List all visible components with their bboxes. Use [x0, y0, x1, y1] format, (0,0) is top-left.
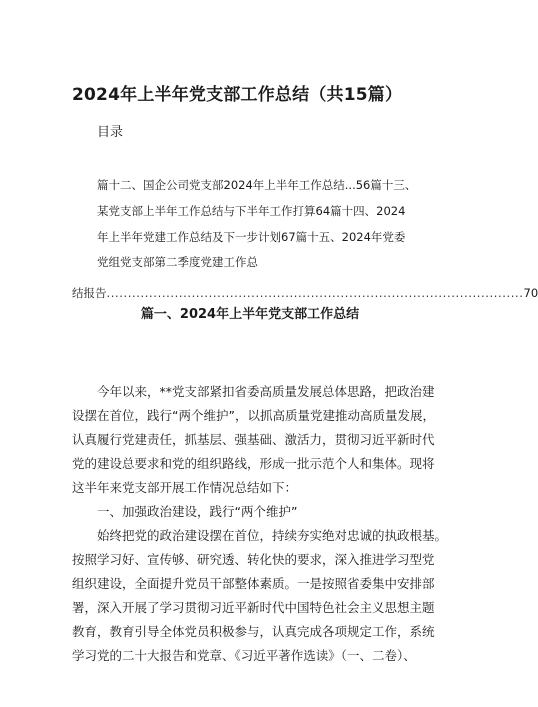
section-heading: 篇一、2024年上半年党支部工作总结 [140, 307, 360, 322]
body-line: 教育，教育引导全体党员积极参与，认真完成各项规定工作，系统 [72, 624, 435, 639]
subsection-heading: 一、加强政治建设，践行“两个维护” [97, 504, 298, 519]
toc-entry-last [72, 285, 538, 301]
toc-page-number: 70 [523, 286, 538, 300]
body-line: 今年以来，**党支部紧扣省委高质量发展总体思路，把政治建 [97, 384, 435, 399]
body-line: 设摆在首位，践行“两个维护”，以抓高质量党建推动高质量发展， [72, 408, 435, 423]
body-line: 学习党的二十大报告和党章、《习近平著作选读》（一、二卷）、 [72, 648, 416, 663]
toc-line: 党组党支部第二季度党建工作总 [97, 255, 258, 269]
toc-heading: 目录 [97, 125, 124, 140]
toc-entry-text: 结报告 [72, 286, 107, 300]
body-line: 始终把党的政治建设摆在首位，持续夯实绝对忠诚的执政根基。 [97, 528, 448, 543]
body-line: 这半年来党支部开展工作情况总结如下： [72, 480, 298, 495]
toc-leader-dots: .................................................................................................. [106, 286, 524, 300]
toc-line: 某党支部上半年工作总结与下半年工作打算64篇十四、2024 [97, 204, 406, 218]
body-line: 组织建设，全面提升党员干部整体素质。一是按照省委集中安排部 [72, 576, 435, 591]
toc-line: 年上半年党建工作总结及下一步计划67篇十五、2024年党委 [97, 230, 406, 244]
document-title: 2024年上半年党支部工作总结（共15篇） [72, 85, 403, 105]
body-line: 认真履行党建责任，抓基层、强基础、激活力，贯彻习近平新时代 [72, 432, 435, 447]
toc-line: 篇十二、国企公司党支部2024年上半年工作总结...56篇十三、 [97, 178, 417, 192]
body-line: 按照学习好、宣传够、研究透、转化快的要求，深入推进学习型党 [72, 552, 435, 567]
body-line: 署，深入开展了学习贯彻习近平新时代中国特色社会主义思想主题 [72, 600, 435, 615]
body-line: 党的建设总要求和党的组织路线，形成一批示范个人和集体。现将 [72, 456, 435, 471]
